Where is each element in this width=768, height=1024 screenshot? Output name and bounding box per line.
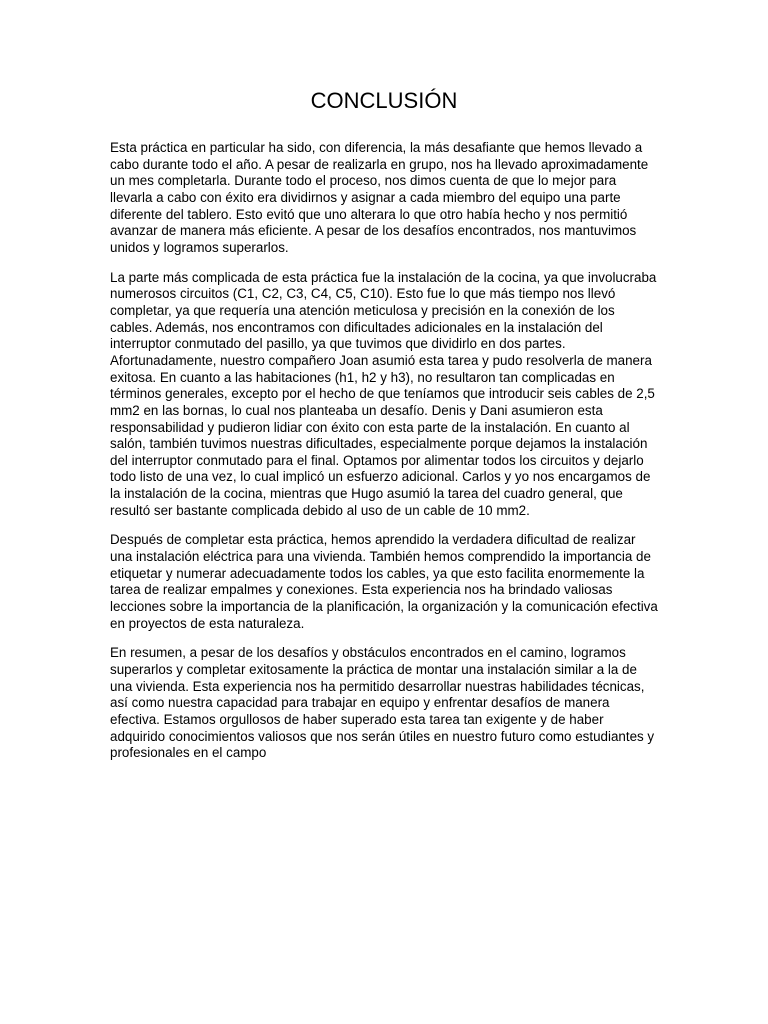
page-title: CONCLUSIÓN	[310, 88, 458, 113]
paragraph-1: Esta práctica en particular ha sido, con diferencia, la más desafiante que hemos llevado a cabo durante todo el año. A pesar de realizarla en grupo, nos ha llevado aproximadamente un mes completarla. Durante todo el proceso, nos dimos cuenta de que lo mejor para llevarla a cabo con éxito era dividirnos y asignar a cada miembro del equipo una parte diferente del tablero. Esto evitó que uno alterara lo que otro había hecho y nos permitió avanzar de manera más eficiente. A pesar de los desafíos encontrados, nos mantuvimos unidos y logramos superarlos.	[110, 140, 649, 255]
paragraph-4: En resumen, a pesar de los desafíos y obstáculos encontrados en el camino, logramos superarlos y completar exitosamente la práctica de montar una instalación similar a la de una vivienda. Esta experiencia nos ha permitido desarrollar nuestras habilidades técnicas, así como nuestra capacidad para trabajar en equipo y enfrentar desafíos de manera efectiva. Estamos orgullosos de haber superado esta tarea tan exigente y de haber adquirido conocimientos valiosos que nos serán útiles en nuestro futuro como estudiantes y profesionales en el campo	[110, 645, 655, 761]
paragraph-3: Después de completar esta práctica, hemos aprendido la verdadera dificultad de realizar una instalación eléctrica para una vivienda. También hemos comprendido la importancia de etiquetar y numerar adecuadamente todos los cables, ya que esto facilita enormemente la tarea de realizar empalmes y conexiones. Esta experiencia nos ha brindado valiosas lecciones sobre la importancia de la planificación, la organización y la comunicación efectiva en proyectos de esta naturaleza.	[110, 532, 658, 631]
paragraph-2: La parte más complicada de esta práctica fue la instalación de la cocina, ya que involucraba numerosos circuitos (C1, C2, C3, C4, C5, C10). Esto fue lo que más tiempo nos llevó completar, ya que requería una atención meticulosa y precisión en la conexión de los cables. Además, nos encontramos con dificultades adicionales en la instalación del interruptor conmutado del pasillo, ya que tuvimos que dividirlo en dos partes. Afortunadamente, nuestro compañero Joan asumió esta tarea y pudo resolverla de manera exitosa. En cuanto a las habitaciones (h1, h2 y h3), no resultaron tan complicadas en términos generales, excepto por el hecho de que teníamos que introducir seis cables de 2,5 mm2 en las bornas, lo cual nos planteaba un desafío. Denis y Dani asumieron esta responsabilidad y pudieron lidiar con éxito con esta parte de la instalación. En cuanto al salón, también tuvimos nuestras dificultades, especialmente porque dejamos la instalación del interruptor conmutado para el final. Optamos por alimentar todos los circuitos y dejarlo todo listo de una vez, lo cual implicó un esfuerzo adicional. Carlos y yo nos encargamos de la instalación de la cocina, mientras que Hugo asumió la tarea del cuadro general, que resultó ser bastante complicada debido al uso de un cable de 10 mm2.	[110, 269, 657, 518]
document-body	[110, 140, 658, 775]
